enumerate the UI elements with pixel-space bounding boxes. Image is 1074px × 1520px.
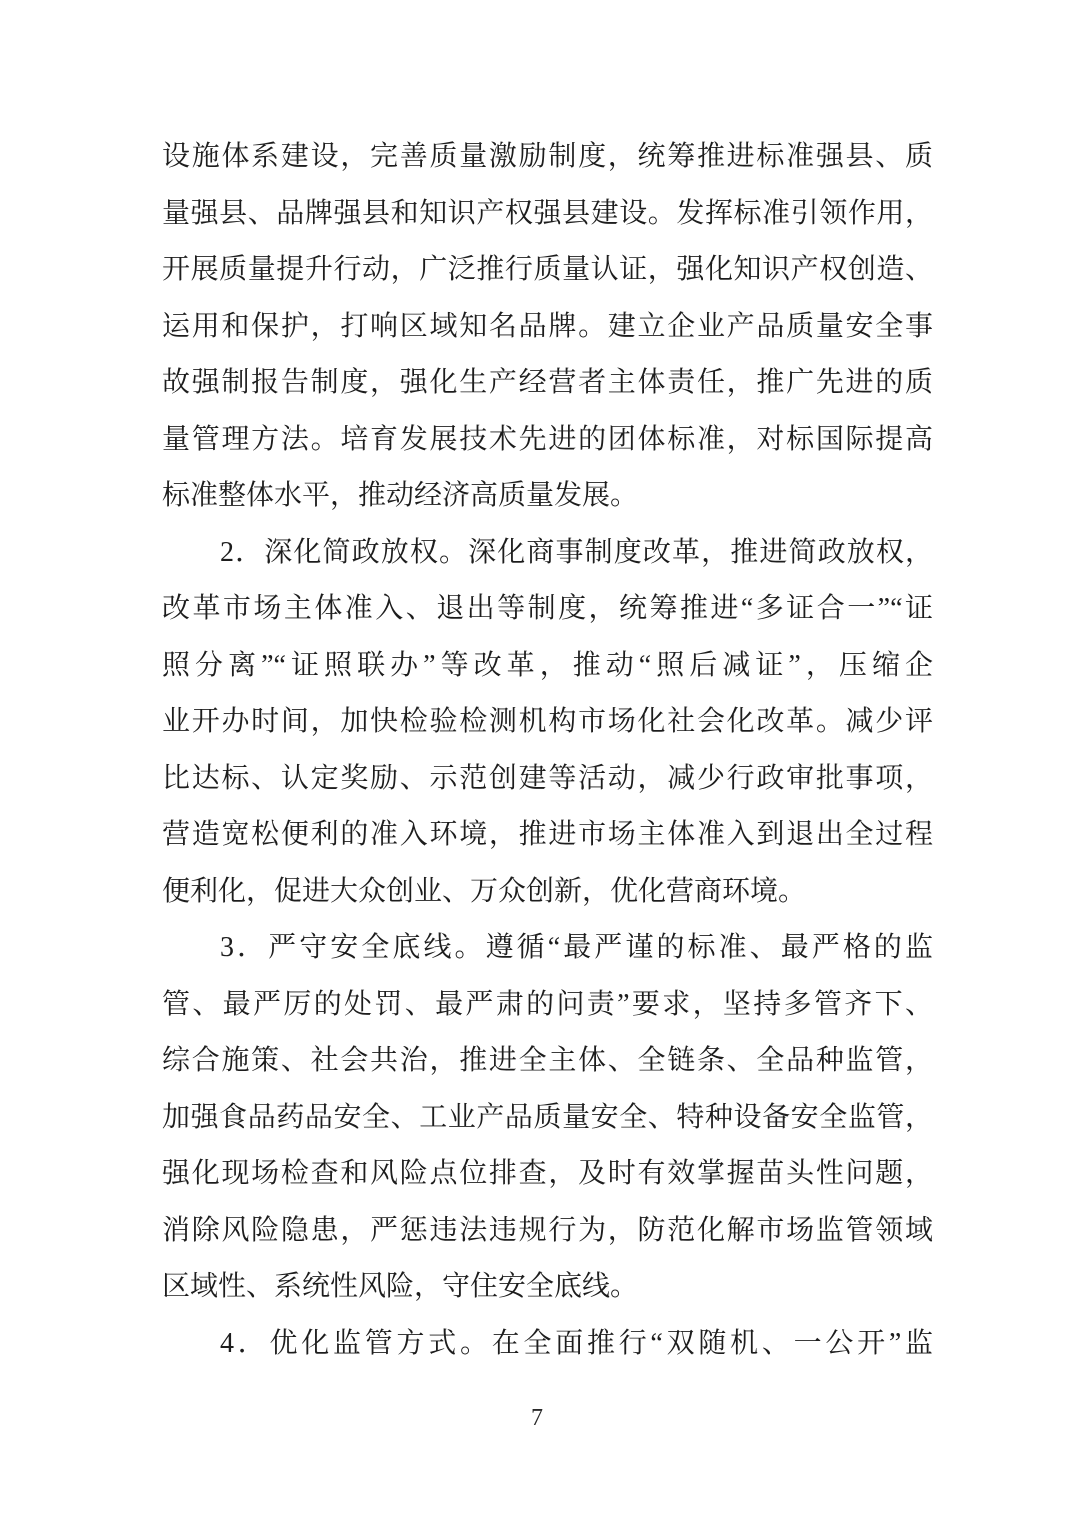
text-line: 综合施策、社会共治，推进全主体、全链条、全品种监管， [162, 1045, 933, 1076]
text-line: 业开办时间，加快检验检测机构市场化社会化改革。减少评 [162, 706, 933, 737]
page-number: 7 [531, 1405, 543, 1431]
text-line: 3．严守安全底线。遵循“最严谨的标准、最严格的监 [220, 932, 933, 963]
text-line: 量强县、品牌强县和知识产权强县建设。发挥标准引领作用， [162, 197, 933, 229]
text-line: 标准整体水平，推动经济高质量发展。 [162, 480, 639, 511]
text-line: 比达标、认定奖励、示范创建等活动，减少行政审批事项， [162, 762, 933, 794]
text-line: 2．深化简政放权。深化商事制度改革，推进简政放权， [220, 536, 933, 568]
text-line: 开展质量提升行动，广泛推行质量认证，强化知识产权创造、 [162, 254, 933, 285]
text-line: 加强食品药品安全、工业产品质量安全、特种设备安全监管， [162, 1101, 933, 1133]
text-line: 4．优化监管方式。在全面推行“双随机、一公开”监 [220, 1327, 933, 1359]
text-line: 照分离”“证照联办”等改革，推动“照后减证”，压缩企 [162, 649, 933, 681]
text-line: 区域性、系统性风险，守住安全底线。 [162, 1271, 639, 1302]
text-line: 运用和保护，打响区域知名品牌。建立企业产品质量安全事 [162, 310, 933, 342]
text-line: 改革市场主体准入、退出等制度，统筹推进“多证合一”“证 [162, 593, 933, 624]
text-line: 量管理方法。培育发展技术先进的团体标准，对标国际提高 [162, 423, 933, 455]
text-line: 便利化，促进大众创业、万众创新，优化营商环境。 [162, 875, 807, 907]
text-line: 强化现场检查和风险点位排查，及时有效掌握苗头性问题， [162, 1158, 933, 1189]
text-line: 营造宽松便利的准入环境，推进市场主体准入到退出全过程 [162, 819, 933, 850]
text-line: 管、最严厉的处罚、最严肃的问责”要求，坚持多管齐下、 [162, 988, 933, 1020]
body-text [162, 129, 933, 1372]
text-line: 设施体系建设，完善质量激励制度，统筹推进标准强县、质 [162, 141, 933, 172]
text-line: 消除风险隐患，严惩违法违规行为，防范化解市场监管领域 [162, 1214, 933, 1246]
text-line: 故强制报告制度，强化生产经营者主体责任，推广先进的质 [162, 367, 933, 398]
